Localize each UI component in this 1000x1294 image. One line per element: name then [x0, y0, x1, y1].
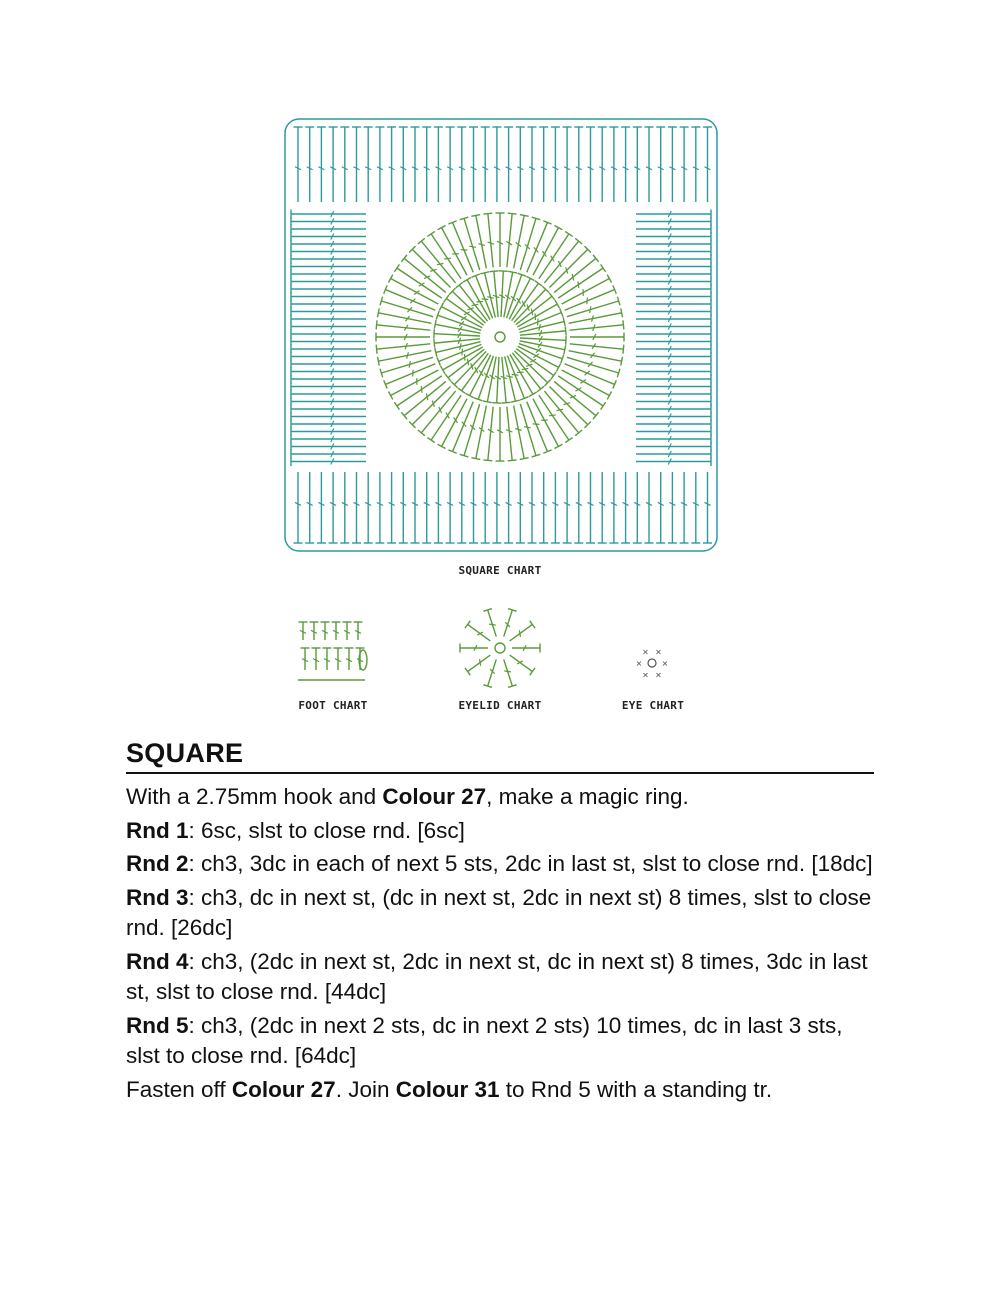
round-label: Rnd 1: [126, 817, 189, 843]
round-text: : ch3, 3dc in each of next 5 sts, 2dc in last st, slst to close rnd. [18dc]: [188, 851, 873, 876]
square-chart-caption: SQUARE CHART: [458, 564, 542, 577]
svg-text:×: ×: [642, 670, 649, 680]
round-label: Rnd 5: [126, 1012, 189, 1038]
eye-chart: [636, 648, 669, 680]
round-label: Rnd 4: [126, 948, 189, 974]
instruction-line: [126, 849, 878, 880]
instruction-text: , make a magic ring.: [486, 784, 689, 809]
section-title: SQUARE: [126, 738, 244, 768]
svg-text:×: ×: [655, 670, 662, 680]
round-text: : ch3, (2dc in next 2 sts, dc in next 2 sts) 10 times, dc in last 3 sts, slst to close rnd. [64dc]: [126, 1012, 843, 1068]
svg-text:×: ×: [661, 659, 669, 668]
instruction-line: [126, 947, 878, 1008]
foot-chart-caption: FOOT CHART: [298, 699, 368, 712]
svg-text:×: ×: [642, 647, 649, 657]
colour-name: Colour 27: [382, 784, 487, 809]
section-divider: [126, 772, 874, 774]
instruction-text: With a 2.75mm hook and: [126, 784, 383, 809]
pattern-instructions: [126, 782, 878, 1108]
eyelid-chart: [460, 609, 540, 688]
svg-text:×: ×: [655, 647, 662, 657]
instruction-line: [126, 1075, 878, 1106]
round-text: : 6sc, slst to close rnd. [6sc]: [188, 817, 465, 843]
instruction-line: [126, 1011, 878, 1072]
round-text: : ch3, dc in next st, (dc in next st, 2dc in next st) 8 times, slst to close rnd. [26dc]: [126, 884, 872, 940]
instruction-text: Fasten off: [126, 1076, 232, 1102]
svg-text:×: ×: [635, 659, 643, 668]
eyelid-chart-caption: EYELID CHART: [458, 699, 542, 712]
colour-name: Colour 31: [395, 1076, 500, 1102]
instruction-text: . Join: [335, 1076, 396, 1102]
foot-chart: [298, 622, 367, 680]
round-text: : ch3, (2dc in next st, 2dc in next st, dc in next st) 8 times, 3dc in last st, slst to close rnd. [44dc]: [126, 948, 868, 1004]
instruction-text: to Rnd 5 with a standing tr.: [499, 1076, 773, 1102]
instruction-line: [126, 782, 878, 813]
instruction-line: [126, 883, 878, 944]
instruction-line: [126, 816, 878, 847]
round-label: Rnd 2: [126, 851, 189, 876]
colour-name: Colour 27: [231, 1076, 336, 1102]
eye-chart-caption: EYE CHART: [621, 699, 685, 712]
round-label: Rnd 3: [126, 884, 189, 910]
